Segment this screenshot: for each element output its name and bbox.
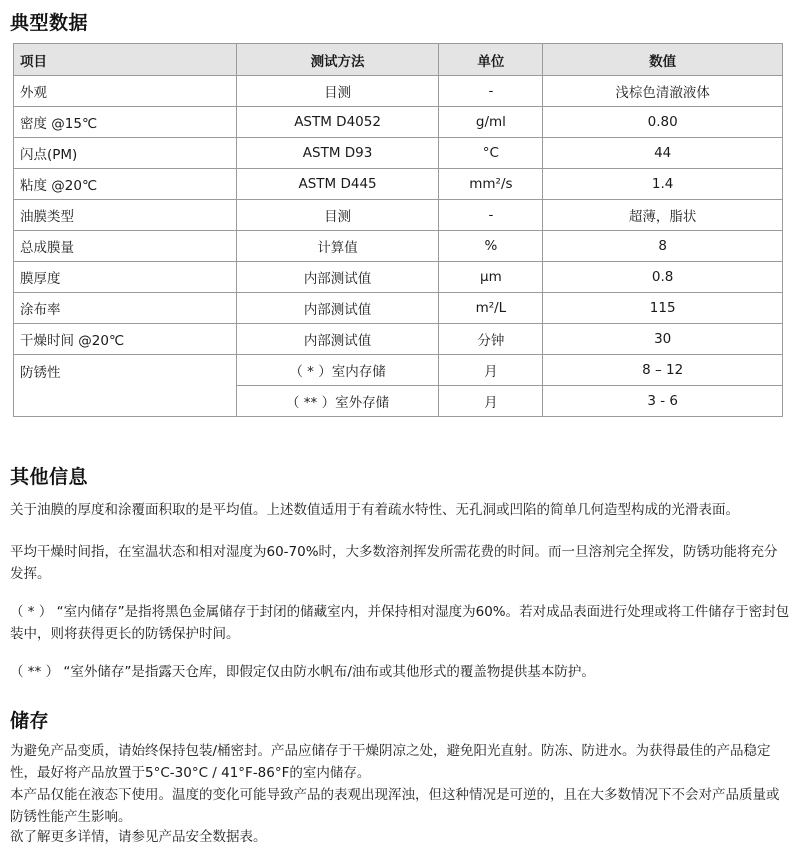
cell-unit: 月 <box>439 355 543 386</box>
cell-method: ASTM D445 <box>236 169 439 200</box>
other-info-paragraph: （ * ） “室内储存”是指将黑色金属储存于封闭的储藏室内，并保持相对湿度为60%。若对成品表面进行处理或将工件储存于密封包装中，则将获得更长的防锈保护时间。 <box>10 604 790 642</box>
typical-data-heading: 典型数据 <box>10 12 89 34</box>
cell-method: 内部测试值 <box>236 293 439 324</box>
table-row <box>14 169 783 200</box>
cell-item: 外观 <box>14 76 237 107</box>
storage-paragraph: 本产品仅能在液态下使用。温度的变化可能导致产品的表观出现浑浊，但这种情况是可逆的，且在大多数情况下不会对产品质量或防锈性能产生影响。 <box>10 787 780 825</box>
table-row <box>14 76 783 107</box>
storage-paragraph: 欲了解更多详情，请参见产品安全数据表。 <box>10 829 267 845</box>
cell-unit: - <box>439 200 543 231</box>
cell-value: 0.80 <box>543 107 783 138</box>
cell-item: 总成膜量 <box>14 231 237 262</box>
cell-value: 8 – 12 <box>543 355 783 386</box>
cell-item: 干燥时间 @20℃ <box>14 324 237 355</box>
cell-unit: % <box>439 231 543 262</box>
cell-method: 内部测试值 <box>236 324 439 355</box>
table-row <box>14 324 783 355</box>
cell-method: 目测 <box>236 76 439 107</box>
column-header-unit: 单位 <box>439 44 543 76</box>
storage-heading: 储存 <box>10 710 50 732</box>
cell-unit: g/ml <box>439 107 543 138</box>
cell-method: 内部测试值 <box>236 262 439 293</box>
cell-method: ASTM D93 <box>236 138 439 169</box>
cell-value: 115 <box>543 293 783 324</box>
cell-value: 3 - 6 <box>543 386 783 417</box>
cell-value: 1.4 <box>543 169 783 200</box>
cell-unit: - <box>439 76 543 107</box>
cell-method: 计算值 <box>236 231 439 262</box>
other-info-paragraph: 关于油膜的厚度和涂覆面积取的是平均值。上述数值适用于有着疏水特性、无孔洞或凹陷的简单几何造型构成的光滑表面。 <box>10 502 739 518</box>
typical-data-table <box>13 43 783 417</box>
cell-method: （ * ）室内存储 <box>236 355 439 386</box>
cell-item: 密度 @15℃ <box>14 107 237 138</box>
cell-value: 30 <box>543 324 783 355</box>
cell-value: 44 <box>543 138 783 169</box>
cell-value: 浅棕色清澈液体 <box>543 76 783 107</box>
table-row <box>14 231 783 262</box>
cell-unit: m²/L <box>439 293 543 324</box>
cell-value: 超薄，脂状 <box>543 200 783 231</box>
cell-value: 8 <box>543 231 783 262</box>
table-row <box>14 200 783 231</box>
table-row <box>14 138 783 169</box>
cell-unit: 月 <box>439 386 543 417</box>
cell-method: （ ** ）室外存储 <box>236 386 439 417</box>
cell-item-rust: 防锈性 <box>14 355 237 417</box>
cell-item: 膜厚度 <box>14 262 237 293</box>
cell-unit: μm <box>439 262 543 293</box>
cell-item: 闪点(PM) <box>14 138 237 169</box>
cell-unit: °C <box>439 138 543 169</box>
table-row <box>14 107 783 138</box>
cell-item: 油膜类型 <box>14 200 237 231</box>
cell-method: 目测 <box>236 200 439 231</box>
other-info-paragraph: 平均干燥时间指，在室温状态和相对湿度为60-70%时，大多数溶剂挥发所需花费的时间。而一旦溶剂完全挥发，防锈功能将充分发挥。 <box>10 544 778 582</box>
table-row <box>14 262 783 293</box>
column-header-item: 项目 <box>14 44 237 76</box>
cell-value: 0.8 <box>543 262 783 293</box>
table-row-rust-indoor <box>14 355 783 386</box>
other-info-paragraph: （ ** ） “室外储存”是指露天仓库，即假定仅由防水帆布/油布或其他形式的覆盖物提供基本防护。 <box>10 664 595 680</box>
table-header-row <box>14 44 783 76</box>
column-header-method: 测试方法 <box>236 44 439 76</box>
cell-method: ASTM D4052 <box>236 107 439 138</box>
cell-unit: 分钟 <box>439 324 543 355</box>
table-row <box>14 293 783 324</box>
storage-paragraph: 为避免产品变质，请始终保持包装/桶密封。产品应储存于干燥阴凉之处，避免阳光直射。防冻、防进水。为获得最佳的产品稳定性，最好将产品放置于5°C-30°C / 41°F-86°F的室内储存。 <box>10 743 771 781</box>
cell-item: 涂布率 <box>14 293 237 324</box>
other-info-heading: 其他信息 <box>10 466 89 488</box>
cell-unit: mm²/s <box>439 169 543 200</box>
cell-item: 粘度 @20℃ <box>14 169 237 200</box>
column-header-value: 数值 <box>543 44 783 76</box>
